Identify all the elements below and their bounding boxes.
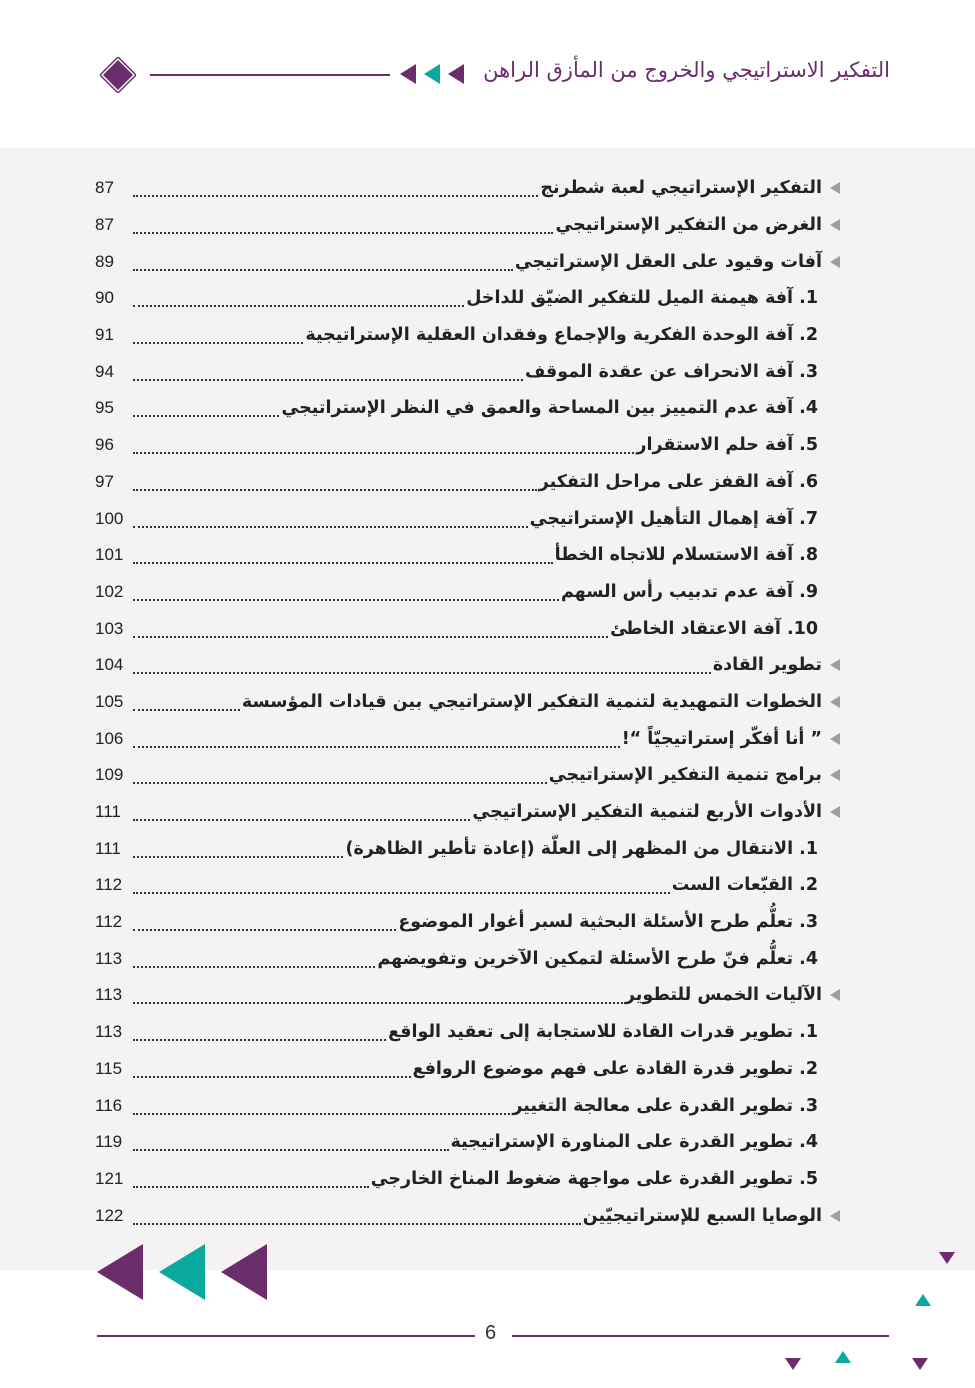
toc-entry-page: 87: [95, 178, 114, 198]
toc-entry[interactable]: [95, 1051, 840, 1088]
toc-entry-title: الخطوات التمهيدية لتنمية التفكير الإستراتيجي بين قيادات المؤسسة: [241, 691, 822, 712]
header-triangle-purple-icon: [400, 64, 416, 84]
dot-leader: [133, 291, 464, 307]
dot-leader: [133, 952, 375, 968]
toc-entry-title: الأدوات الأربع لتنمية التفكير الإستراتيجي: [472, 802, 822, 823]
toc-entry-page: 101: [95, 545, 124, 565]
dot-leader: [133, 658, 711, 674]
bullet-arrow-icon: [830, 256, 840, 268]
toc-entry[interactable]: [95, 1014, 840, 1051]
page-number: 6: [485, 1322, 497, 1344]
dot-leader: [133, 1062, 411, 1078]
toc-entry[interactable]: [95, 390, 840, 427]
toc-entry-title: 10. آفة الاعتقاد الخاطئ: [610, 618, 818, 639]
bullet-arrow-icon: [830, 806, 840, 818]
bullet-arrow-icon: [830, 1210, 840, 1222]
toc-entry-page: 111: [95, 802, 121, 822]
toc-entry-title: 6. آفة القفز على مراحل التفكير: [538, 471, 818, 492]
toc-entry[interactable]: [95, 1161, 840, 1198]
dot-leader: [133, 365, 523, 381]
toc-entry-page: 103: [95, 618, 124, 638]
toc-entry-title: 3. تعلُّم طرح الأسئلة البحثية لسبر أغوار الموضوع: [398, 912, 818, 933]
toc-entry-title: التفكير الإستراتيجي لعبة شطرنج: [540, 178, 822, 199]
toc-entry-title: 1. الانتقال من المظهر إلى العلّة (إعادة تأطير الظاهرة): [345, 838, 818, 859]
bullet-arrow-icon: [830, 659, 840, 671]
toc-entry[interactable]: [95, 1124, 840, 1161]
toc-entry[interactable]: [95, 243, 840, 280]
dot-leader: [133, 585, 559, 601]
dot-leader: [133, 328, 303, 344]
toc-entry-title: 4. تطوير القدرة على المناورة الإستراتيجية: [450, 1132, 818, 1153]
toc-entry-page: 100: [95, 508, 124, 528]
dot-leader: [133, 181, 538, 197]
footer-divider-right: [512, 1335, 889, 1337]
toc-entry-title: 5. آفة حلم الاستقرار: [636, 435, 818, 456]
toc-entry[interactable]: [95, 537, 840, 574]
dot-leader: [133, 1025, 386, 1041]
dot-leader: [133, 878, 670, 894]
toc-entry-title: 4. تعلُّم فنّ طرح الأسئلة لتمكين الآخرين وتفويضهم: [377, 948, 818, 969]
bullet-arrow-icon: [830, 219, 840, 231]
footer-divider-left: [97, 1335, 475, 1337]
dot-leader: [133, 218, 553, 234]
dot-leader: [133, 438, 634, 454]
dot-leader: [133, 622, 608, 638]
toc-entry[interactable]: [95, 574, 840, 611]
page-header: [0, 0, 975, 148]
toc-entry[interactable]: [95, 280, 840, 317]
toc-entry-page: 111: [95, 838, 121, 858]
toc-entry[interactable]: [95, 904, 840, 941]
book-title: التفكير الاستراتيجي والخروج من المأزق الراهن: [483, 58, 890, 82]
toc-entry[interactable]: [95, 940, 840, 977]
toc-entry[interactable]: [95, 353, 840, 390]
dot-leader: [133, 988, 623, 1004]
toc-entry[interactable]: [95, 647, 840, 684]
dot-leader: [133, 401, 279, 417]
deco-triangle-down-icon: [912, 1358, 928, 1370]
toc-entry-page: 113: [95, 985, 123, 1005]
toc-entry[interactable]: [95, 867, 840, 904]
toc-entry-page: 113: [95, 948, 123, 968]
toc-entry-title: 8. آفة الاستسلام للاتجاه الخطأ: [554, 545, 818, 566]
toc-entry[interactable]: [95, 317, 840, 354]
dot-leader: [133, 1209, 581, 1225]
deco-triangle-up-icon: [835, 1351, 851, 1363]
dot-leader: [133, 768, 547, 784]
dot-leader: [133, 475, 537, 491]
toc-entry-title: 2. آفة الوحدة الفكرية والإجماع وفقدان العقلية الإستراتيجية: [305, 325, 818, 346]
bullet-arrow-icon: [830, 696, 840, 708]
toc-entry-title: 9. آفة عدم تدبيب رأس السهم: [560, 581, 818, 602]
dot-leader: [133, 1135, 449, 1151]
toc-entry-page: 104: [95, 655, 124, 675]
toc-entry-page: 105: [95, 691, 124, 711]
toc-entry-title: برامج تنمية التفكير الإستراتيجي: [548, 765, 822, 786]
toc-entry-page: 106: [95, 728, 124, 748]
header-triangle-purple-icon: [448, 64, 464, 84]
toc-entry-title: الآليات الخمس للتطوير: [624, 985, 822, 1006]
dot-leader: [133, 255, 513, 271]
toc-entry[interactable]: [95, 170, 840, 207]
toc-entry-title: 1. تطوير قدرات القادة للاستجابة إلى تعقيد الواقع: [388, 1022, 818, 1043]
deco-triangle-down-icon: [785, 1358, 801, 1370]
toc-entry[interactable]: [95, 207, 840, 244]
toc-entry-title: الوصايا السبع للإستراتيجيّين: [582, 1205, 822, 1226]
dot-leader: [133, 512, 528, 528]
toc-entry-page: 94: [95, 361, 114, 381]
dot-leader: [133, 732, 620, 748]
toc-entry-page: 102: [95, 581, 124, 601]
toc-entry-page: 112: [95, 912, 123, 932]
toc-entry[interactable]: [95, 794, 840, 831]
toc-entry-title: ” أنا أفكّر إستراتيجيّاً “!: [621, 728, 822, 749]
toc-entry-title: 3. آفة الانحراف عن عقدة الموقف: [524, 361, 818, 382]
toc-entry[interactable]: [95, 1197, 840, 1234]
header-triangle-teal-icon: [424, 64, 440, 84]
diamond-icon: [100, 57, 136, 93]
deco-triangle-up-icon: [915, 1294, 931, 1306]
toc-entry-page: 122: [95, 1205, 124, 1225]
toc-entry-page: 89: [95, 251, 114, 271]
table-of-contents: [95, 170, 840, 1234]
toc-entry-page: 109: [95, 765, 124, 785]
toc-entry-page: 119: [95, 1132, 123, 1152]
dot-leader: [133, 805, 470, 821]
toc-entry-title: 1. آفة هيمنة الميل للتفكير الضيّق للداخل: [466, 288, 818, 309]
toc-entry[interactable]: [95, 427, 840, 464]
dot-leader: [133, 915, 396, 931]
deco-triangle-down-icon: [939, 1252, 955, 1264]
toc-entry-page: 97: [95, 471, 114, 491]
toc-entry-page: 115: [95, 1058, 123, 1078]
header-divider: [150, 74, 390, 76]
toc-entry-title: 7. آفة إهمال التأهيل الإستراتيجي: [529, 508, 818, 529]
toc-entry[interactable]: [95, 1087, 840, 1124]
toc-entry[interactable]: [95, 464, 840, 501]
toc-entry-page: 95: [95, 398, 114, 418]
dot-leader: [133, 548, 553, 564]
bullet-arrow-icon: [830, 769, 840, 781]
toc-entry-title: 4. آفة عدم التمييز بين المساحة والعمق في النظر الإستراتيجي: [281, 398, 818, 419]
toc-entry-page: 116: [95, 1095, 123, 1115]
dot-leader: [133, 842, 343, 858]
toc-entry-page: 96: [95, 435, 114, 455]
toc-entry[interactable]: [95, 757, 840, 794]
toc-entry-title: 2. تطوير قدرة القادة على فهم موضوع الروافع: [412, 1058, 818, 1079]
footer-triangle-purple-icon: [221, 1244, 267, 1300]
toc-entry-title: 2. القبّعات الست: [671, 875, 818, 896]
dot-leader: [133, 1172, 369, 1188]
toc-entry[interactable]: [95, 500, 840, 537]
footer-triangle-teal-icon: [159, 1244, 205, 1300]
toc-entry-title: تطوير القادة: [712, 655, 822, 676]
toc-entry[interactable]: [95, 830, 840, 867]
toc-entry-title: 5. تطوير القدرة على مواجهة ضغوط المناخ الخارجي: [370, 1168, 818, 1189]
toc-entry[interactable]: [95, 684, 840, 721]
toc-entry[interactable]: [95, 720, 840, 757]
toc-entry-page: 113: [95, 1022, 123, 1042]
toc-entry-page: 87: [95, 215, 114, 235]
bullet-arrow-icon: [830, 989, 840, 1001]
dot-leader: [133, 695, 240, 711]
footer-triangle-purple-icon: [97, 1244, 143, 1300]
toc-entry-title: الغرض من التفكير الإستراتيجي: [555, 215, 822, 236]
toc-entry-page: 91: [95, 325, 114, 345]
toc-entry-title: 3. تطوير القدرة على معالجة التغيير: [512, 1095, 818, 1116]
toc-entry-page: 90: [95, 288, 114, 308]
bullet-arrow-icon: [830, 733, 840, 745]
dot-leader: [133, 1099, 510, 1115]
toc-entry[interactable]: [95, 610, 840, 647]
toc-entry-page: 121: [95, 1168, 124, 1188]
toc-entry-page: 112: [95, 875, 123, 895]
toc-entry-title: آفات وقيود على العقل الإستراتيجي: [514, 251, 822, 272]
toc-entry[interactable]: [95, 977, 840, 1014]
bullet-arrow-icon: [830, 182, 840, 194]
